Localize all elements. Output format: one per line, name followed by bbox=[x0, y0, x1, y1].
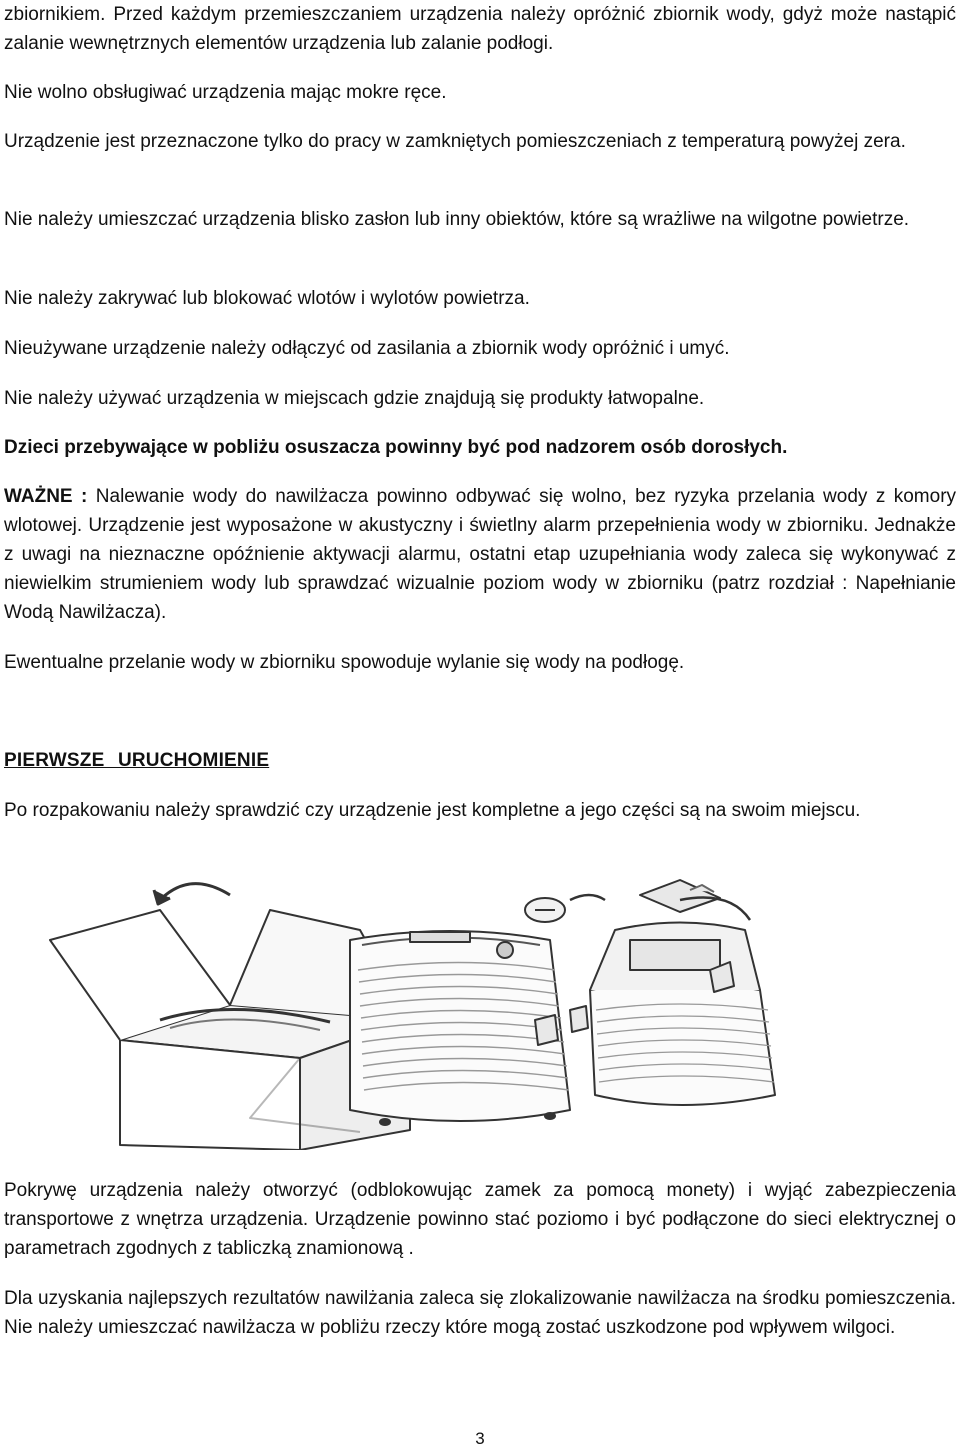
paragraph-curtains: Nie należy umieszczać urządzenia blisko zasłon lub inny obiektów, które są wrażliwe na wilgotne powietrze. bbox=[4, 209, 910, 230]
rotate-arrow-icon bbox=[160, 884, 230, 900]
paragraph-wet-hands: Nie wolno obsługiwać urządzenia mając mokre ręce. bbox=[4, 82, 447, 103]
page-number: 3 bbox=[475, 1429, 485, 1448]
paragraph-tank-emptying: zbiornikiem. Przed każdym przemieszczaniem urządzenia należy opróżnić zbiornik wody, gdyż może nastąpić zalanie wewnętrznych elementów urządzenia lub zalanie podłogi. bbox=[4, 4, 956, 54]
paragraph-air-vents: Nie należy zakrywać lub blokować wlotów i wylotów powietrza. bbox=[4, 288, 530, 309]
paragraph-indoor-use: Urządzenie jest przeznaczone tylko do pracy w zamkniętych pomieszczeniach z temperaturą powyżej zera. bbox=[4, 131, 906, 152]
unpacking-illustration bbox=[30, 870, 930, 1150]
important-text: Nalewanie wody do nawilżacza powinno odbywać się wolno, bez ryzyka przelania wody z komory wlotowej. Urządzenie jest wyposażone w akustyczny i świetlny alarm przepełnienia wody w zbiorniku. Jednakże z uwagi na nieznaczne opóźnienie aktywacji alarmu, ostatni etap uzupełniania wody zaleca się wykonywać z niewielkim strumieniem wody lub sprawdzać wizualnie poziom wody w zbiorniku (patrz rozdział : Napełnianie Wodą Nawilżacza). bbox=[4, 486, 957, 623]
paragraph-flammable: Nie należy używać urządzenia w miejscach gdzie znajdują się produkty łatwopalne. bbox=[4, 388, 705, 409]
important-label: WAŻNE : bbox=[4, 486, 88, 507]
paragraph-overflow: Ewentualne przelanie wody w zbiorniku spowoduje wylanie się wody na podłogę. bbox=[4, 652, 685, 673]
opened-unit-graphic bbox=[590, 923, 775, 1106]
section-heading: PIERWSZE URUCHOMIENIE bbox=[4, 750, 270, 771]
coin-lock-icon bbox=[525, 895, 605, 922]
paragraph-placement: Dla uzyskania najlepszych rezultatów nawilżania zaleca się zlokalizowanie nawilżacza na środku pomieszczenia. Nie należy umieszczać nawilżacza w pobliżu rzeczy które mogą zostać uszkodzone pod wpływem wilgoci. bbox=[4, 1288, 956, 1338]
paragraph-unused-device: Nieużywane urządzenie należy odłączyć od zasilania a zbiornik wody opróżnić i umyć. bbox=[4, 338, 730, 359]
paragraph-children-warning: Dzieci przebywające w pobliżu osuszacza powinny być pod nadzorem osób dorosłych. bbox=[4, 437, 788, 458]
paragraph-unpacking: Po rozpakowaniu należy sprawdzić czy urządzenie jest kompletne a jego części są na swoim miejscu. bbox=[4, 800, 861, 821]
paragraph-important bbox=[4, 482, 956, 627]
paragraph-cover-opening: Pokrywę urządzenia należy otworzyć (odblokowując zamek za pomocą monety) i wyjąć zabezpieczenia transportowe z wnętrza urządzenia. Urządzenie powinno stać poziomo i być podłączone do sieci elektrycznej o parametrach zgodnych z tabliczką znamionową . bbox=[4, 1180, 956, 1259]
